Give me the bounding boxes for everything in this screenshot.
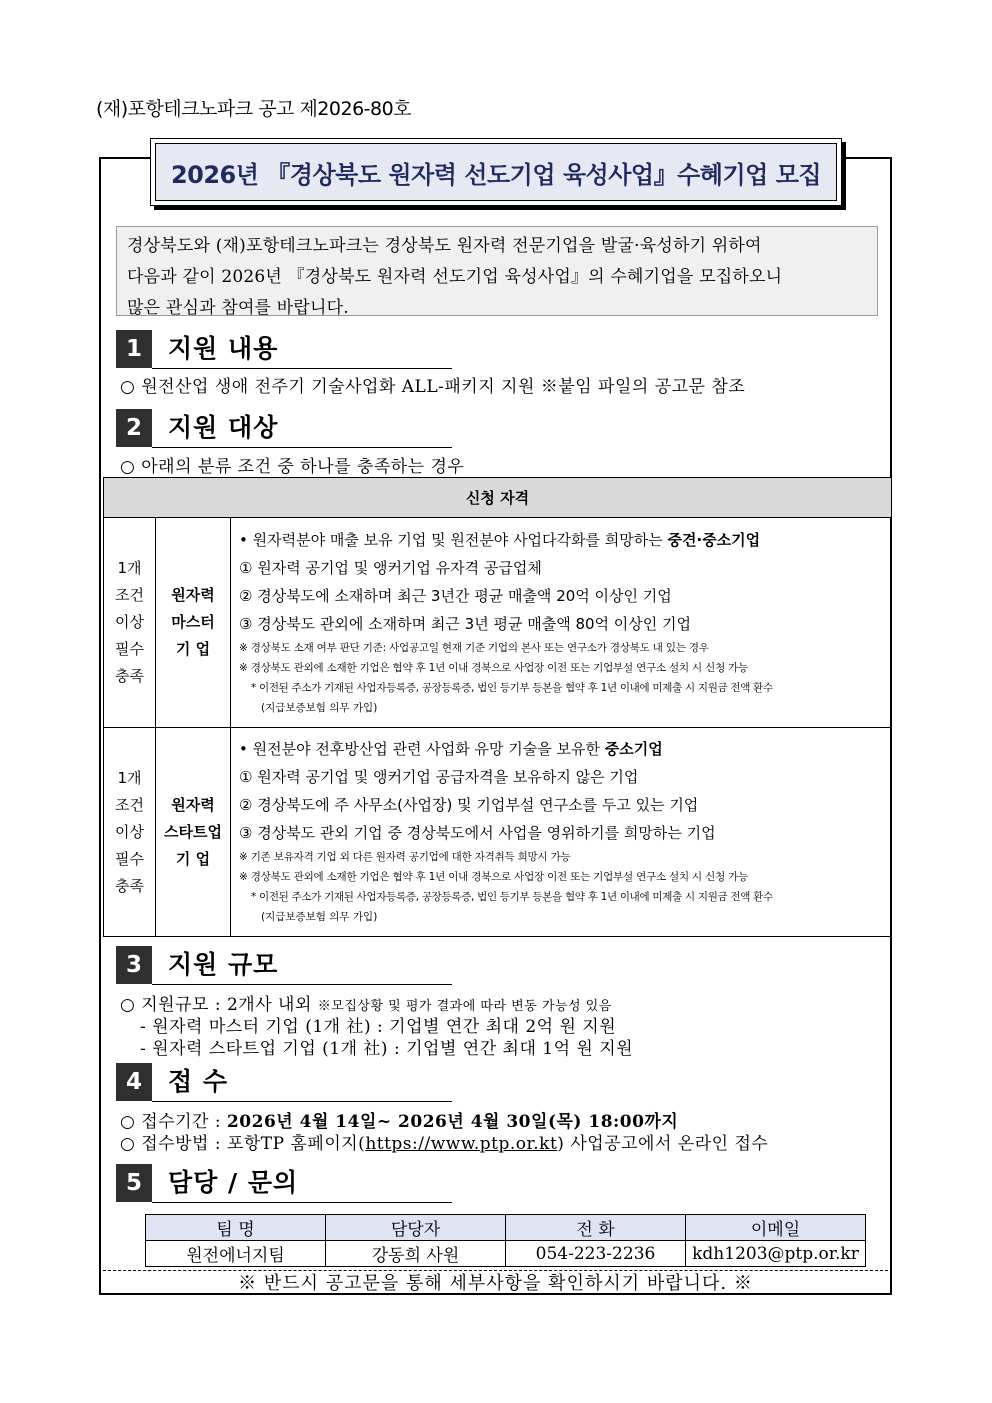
requirement-bullet	[239, 735, 891, 763]
application-method-line	[120, 1129, 768, 1154]
company-type-cell	[156, 518, 231, 728]
section-number: 3	[116, 946, 152, 984]
requirement-subnote: * 이전된 주소가 기재된 사업자등록증, 공장등록증, 법인 등기부 등본을 협약 후 1년 이내에 미제출 시 지원금 전액 환수	[251, 681, 773, 694]
section-number: 1	[116, 330, 152, 368]
condition-text: 충족	[115, 667, 144, 685]
requirement-note: ※ 경상북도 소재 여부 판단 기준: 사업공고일 현재 기준 기업의 본사 또는 연구소가 경상북도 내 있는 경우	[239, 641, 709, 654]
section-3-header	[116, 946, 456, 984]
bullet-bold: 중소기업	[604, 740, 663, 758]
section-1-header	[116, 330, 456, 368]
intro-box	[116, 226, 878, 316]
email-address[interactable]: kdh1203@ptp.or.kr	[686, 1241, 866, 1267]
notice-title: 2026년 『경상북도 원자력 선도기업 육성사업』수혜기업 모집	[155, 143, 837, 201]
notice-number: (재)포항테크노파크 공고 제2026-80호	[96, 98, 412, 120]
condition-text: 필수	[115, 640, 144, 658]
requirement-note: ※ 경상북도 관외에 소재한 기업은 협약 후 1년 이내 경북으로 사업장 이전 또는 기업부설 연구소 설치 시 신청 가능	[239, 661, 749, 674]
requirement-subnote: (지급보증보험 의무 가입)	[261, 911, 378, 923]
company-type-text: 기 업	[175, 640, 211, 658]
eligibility-table	[103, 477, 892, 937]
condition-text: 조건	[115, 795, 144, 814]
requirement-bullet	[239, 526, 891, 554]
requirement-item: ① 원자력 공기업 및 앵커기업 유자격 공급업체	[239, 558, 542, 577]
condition-text: 조건	[115, 586, 144, 604]
section-title: 지원 내용	[168, 334, 279, 363]
support-scale-note: ※모집상황 및 평가 결과에 따라 변동 가능성 있음	[317, 999, 612, 1014]
contact-person: 강동희 사원	[326, 1241, 506, 1267]
section-number: 5	[116, 1164, 152, 1202]
support-target-line: ○ 아래의 분류 조건 중 하나를 충족하는 경우	[120, 457, 465, 477]
company-type-text: 원자력	[171, 795, 215, 814]
condition-cell	[104, 728, 156, 937]
condition-text: 1개	[117, 559, 142, 577]
condition-text: 충족	[115, 876, 144, 895]
intro-line: 경상북도와 (재)포항테크노파크는 경상북도 원자력 전문기업을 발굴·육성하기 위하여	[127, 236, 762, 256]
divider	[152, 1202, 452, 1203]
requirements-cell	[231, 728, 892, 937]
condition-text: 필수	[115, 849, 144, 868]
requirement-subnote: (지급보증보험 의무 가입)	[261, 701, 378, 714]
requirement-note: ※ 기존 보유자격 기업 외 다른 원자력 공기업에 대한 자격취득 희망시 가능	[239, 851, 571, 863]
support-scale-text: ○ 지원규모 : 2개사 내외	[120, 995, 312, 1015]
requirements-cell	[231, 518, 892, 728]
support-scale-master: - 원자력 마스터 기업 (1개 社) : 기업별 연간 최대 2억 원 지원	[140, 1017, 617, 1037]
contact-header: 담당자	[326, 1215, 506, 1241]
company-type-text: 기 업	[175, 849, 211, 868]
bullet-text: • 원전분야 전후방산업 관련 사업화 유망 기술을 보유한	[239, 740, 605, 758]
contact-table	[145, 1214, 866, 1267]
contact-header-row	[146, 1215, 866, 1241]
contact-header: 전 화	[506, 1215, 686, 1241]
requirement-item: ③ 경상북도 관외 기업 중 경상북도에서 사업을 영위하기를 희망하는 기업	[239, 824, 716, 842]
application-period-label: ○ 접수기간 :	[120, 1112, 222, 1132]
divider	[152, 1101, 452, 1102]
application-method-tail: ) 사업공고에서 온라인 접수	[557, 1134, 769, 1154]
divider	[152, 447, 452, 448]
phone-number: 054-223-2236	[506, 1241, 686, 1267]
section-number: 2	[116, 409, 152, 447]
table-row	[104, 728, 892, 937]
company-type-cell	[156, 728, 231, 937]
table-row	[104, 518, 892, 728]
section-title: 담당 / 문의	[168, 1168, 299, 1197]
section-title: 지원 대상	[168, 413, 279, 442]
eligibility-header: 신청 자격	[104, 478, 892, 518]
contact-header: 팀 명	[146, 1215, 326, 1241]
condition-text: 이상	[115, 613, 144, 631]
section-title: 지원 규모	[168, 950, 279, 979]
condition-text: 이상	[115, 822, 144, 841]
condition-text: 1개	[117, 768, 142, 787]
requirement-item: ③ 경상북도 관외에 소재하며 최근 3년 평균 매출액 80억 이상인 기업	[239, 614, 692, 633]
section-4-header	[116, 1063, 456, 1101]
requirement-subnote: * 이전된 주소가 기재된 사업자등록증, 공장등록증, 법인 등기부 등본을 협약 후 1년 이내에 미제출 시 지원금 전액 환수	[251, 891, 773, 903]
support-content-line: ○ 원전산업 생애 전주기 기술사업화 ALL-패키지 지원 ※붙임 파일의 공고문 참조	[120, 377, 746, 397]
contact-header: 이메일	[686, 1215, 866, 1241]
company-type-text: 스타트업	[164, 822, 222, 841]
application-method-label: ○ 접수방법 : 포항TP 홈페이지(	[120, 1134, 366, 1154]
requirement-item: ① 원자력 공기업 및 앵커기업 공급자격을 보유하지 않은 기업	[239, 768, 639, 786]
team-name: 원전에너지팀	[146, 1241, 326, 1267]
requirement-item: ② 경상북도에 소재하며 최근 3년간 평균 매출액 20억 이상인 기업	[239, 586, 672, 605]
requirement-item: ② 경상북도에 주 사무소(사업장) 및 기업부설 연구소를 두고 있는 기업	[239, 796, 699, 814]
contact-row	[146, 1241, 866, 1267]
section-2-header	[116, 409, 456, 447]
section-5-header	[116, 1164, 456, 1202]
support-scale-startup: - 원자력 스타트업 기업 (1개 社) : 기업별 연간 최대 1억 원 지원	[140, 1039, 634, 1059]
condition-cell	[104, 518, 156, 728]
intro-line: 많은 관심과 참여를 바랍니다.	[127, 298, 349, 318]
company-type-text: 원자력	[171, 586, 215, 604]
homepage-link[interactable]: https://www.ptp.or.kt	[365, 1134, 558, 1154]
footer-note: ※ 반드시 공고문을 통해 세부사항을 확인하시기 바랍니다. ※	[103, 1270, 888, 1294]
divider	[152, 984, 452, 985]
section-title: 접 수	[168, 1067, 229, 1096]
requirement-note: ※ 경상북도 관외에 소재한 기업은 협약 후 1년 이내 경북으로 사업장 이전 또는 기업부설 연구소 설치 시 신청 가능	[239, 871, 749, 883]
bullet-text: • 원자력분야 매출 보유 기업 및 원전분야 사업다각화를 희망하는	[239, 530, 668, 549]
divider	[152, 368, 452, 369]
intro-line: 다음과 같이 2026년 『경상북도 원자력 선도기업 육성사업』의 수혜기업을 모집하오니	[127, 267, 783, 287]
section-number: 4	[116, 1063, 152, 1101]
application-period-value: 2026년 4월 14일~ 2026년 4월 30일(목) 18:00까지	[226, 1112, 679, 1132]
company-type-text: 마스터	[171, 613, 215, 631]
title-box	[150, 138, 842, 206]
bullet-bold: 중견·중소기업	[667, 530, 761, 549]
